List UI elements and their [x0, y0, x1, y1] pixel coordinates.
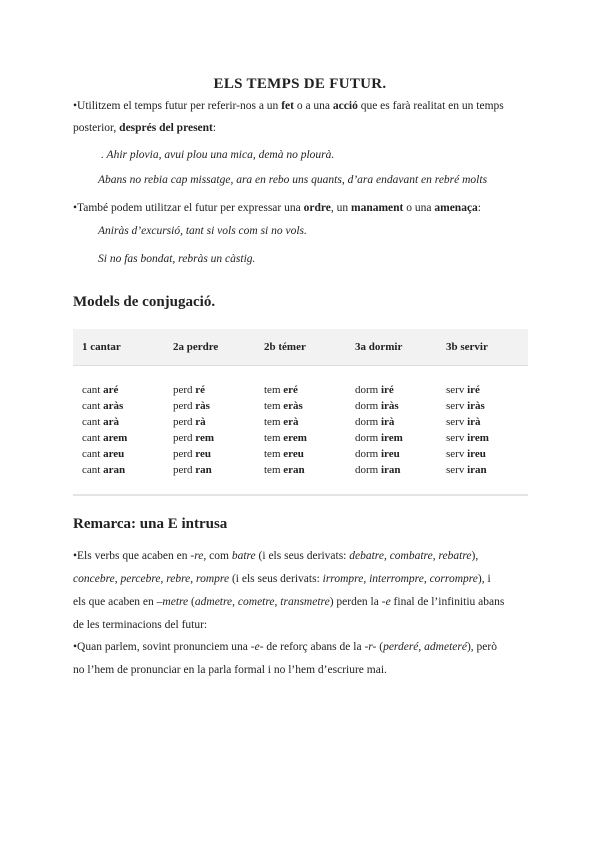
table-row	[82, 414, 526, 430]
conjugation-table	[82, 329, 526, 478]
table-cell: perd rem	[173, 432, 215, 444]
table-cell: cant arem	[82, 432, 128, 444]
models-heading: Models de conjugació.	[73, 294, 216, 310]
table-cell: perd ran	[173, 464, 212, 476]
column-header: 1 cantar	[82, 341, 121, 353]
table-cell: dorm iran	[355, 464, 401, 476]
table-cell: serv ireu	[446, 448, 486, 460]
bullet: •	[73, 100, 78, 112]
example-sentence: Abans no rebia cap missatge, ara en rebo uns quants, d’ara endavant en rebré molts	[98, 174, 488, 186]
bullet: •	[73, 641, 78, 653]
table-cell: serv irà	[446, 416, 481, 428]
table-cell: dorm iré	[355, 384, 394, 396]
bullet: •	[73, 550, 78, 562]
column-header: 2b témer	[264, 341, 306, 353]
table-cell: serv irem	[446, 432, 489, 444]
intro-paragraph-2: •També podem utilitzar el futur per expressar una ordre, un manament o una amenaça:	[73, 202, 481, 214]
table-cell: cant aran	[82, 464, 126, 476]
table-cell: tem eré	[264, 384, 298, 396]
remarca-paragraph-1: •Els verbs que acaben en -re, com batre (i els seus derivats: debatre, combatre, rebatre), concebre, percebre, rebre, rompre (i els seus derivats: irrompre, interrompre, corrompre), i els que acaben en –metre (admetre, cometre, transmetre) perden la -e final de l’infinitiu abans de les terminacions del futur:	[73, 550, 505, 631]
table-cell: cant arà	[82, 416, 119, 428]
remarca-paragraph-2: •Quan parlem, sovint pronunciem una -e- de reforç abans de la -r- (perderé, admeteré), però no l’hem de pronunciar en la parla formal i no l’hem d’escriure mai.	[73, 641, 497, 676]
table-cell: perd ré	[173, 384, 206, 396]
intro-paragraph-1: •Utilitzem el temps futur per referir-nos a un fet o a una acció que es farà realitat en un temps posterior, després del present:	[73, 100, 504, 134]
table-cell: serv iràs	[446, 400, 485, 412]
table-cell: dorm iràs	[355, 400, 399, 412]
page-title: ELS TEMPS DE FUTUR.	[213, 76, 387, 92]
table-cell: serv iran	[446, 464, 487, 476]
table-cell: dorm ireu	[355, 448, 400, 460]
column-header: 3b servir	[446, 341, 488, 353]
conjugation-table-wrap	[82, 329, 526, 478]
table-row	[82, 382, 526, 398]
table-row	[82, 446, 526, 462]
table-cell: perd rà	[173, 416, 206, 428]
table-cell: cant aré	[82, 384, 119, 396]
table-cell: perd reu	[173, 448, 211, 460]
table-cell: cant aràs	[82, 400, 124, 412]
table-bottom-rule	[73, 494, 528, 496]
table-cell: tem eran	[264, 464, 305, 476]
table-cell: tem ereu	[264, 448, 304, 460]
table-cell: tem erem	[264, 432, 307, 444]
table-row	[82, 430, 526, 446]
table-row	[82, 462, 526, 478]
table-cell: perd ràs	[173, 400, 210, 412]
table-cell: dorm irà	[355, 416, 395, 428]
table-cell: tem erà	[264, 416, 299, 428]
bullet: •	[73, 202, 78, 214]
example-sentence: Si no fas bondat, rebràs un càstig.	[98, 253, 256, 265]
example-sentence: Aniràs d’excursió, tant si vols com si no vols.	[98, 225, 307, 237]
example-sentence: . Ahir plovia, avui plou una mica, demà no plourà.	[101, 149, 335, 161]
table-cell: dorm irem	[355, 432, 403, 444]
table-cell: cant areu	[82, 448, 125, 460]
table-cell: serv iré	[446, 384, 480, 396]
table-header-row	[82, 329, 526, 365]
column-header: 2a perdre	[173, 341, 219, 353]
remarca-heading: Remarca: una E intrusa	[73, 516, 228, 532]
column-header: 3a dormir	[355, 341, 403, 353]
table-row	[82, 398, 526, 414]
table-cell: tem eràs	[264, 400, 303, 412]
